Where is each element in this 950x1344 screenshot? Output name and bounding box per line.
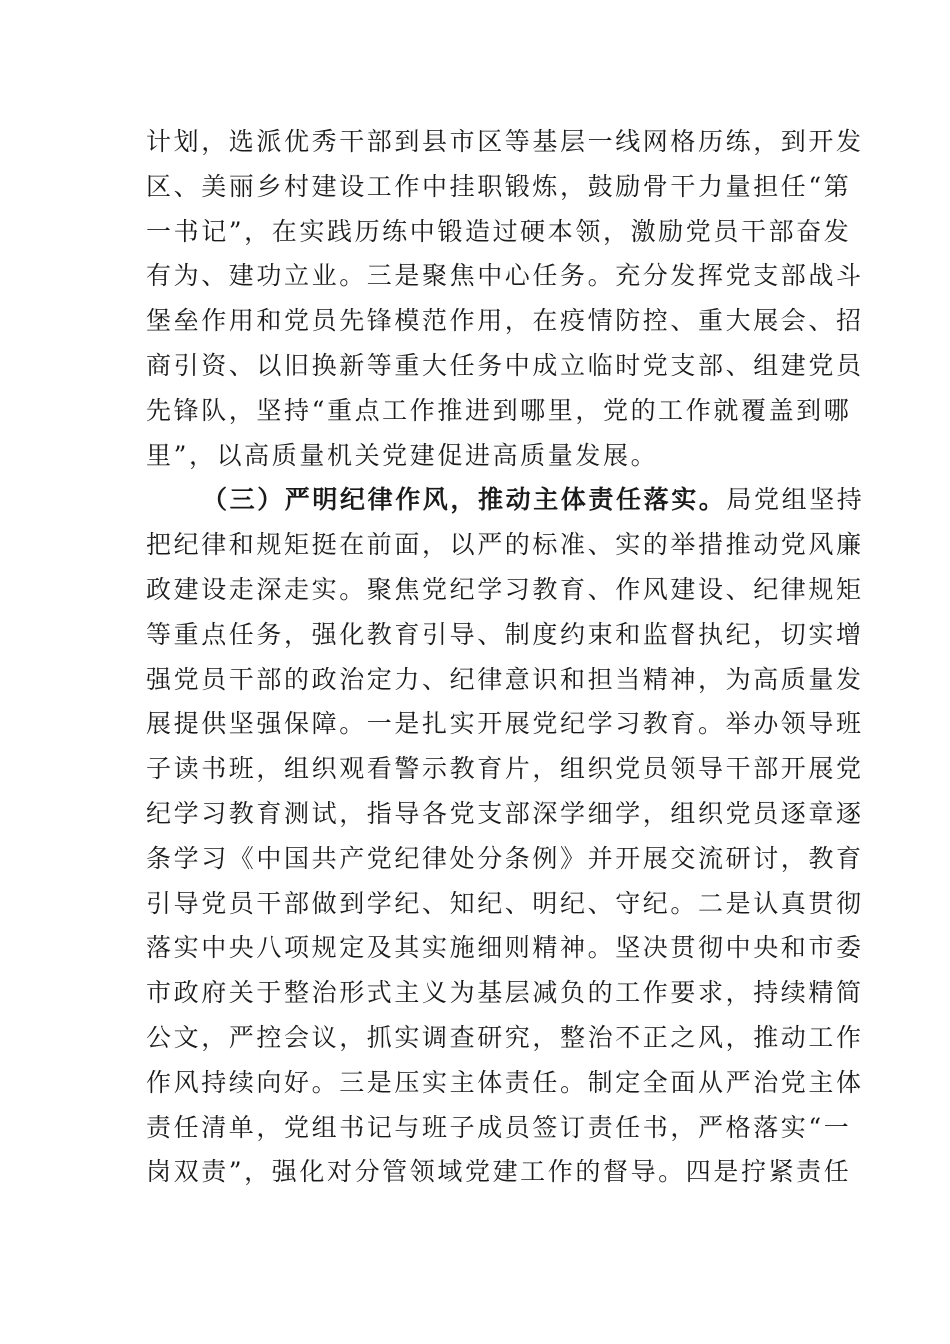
body-line-4: 有为、建功立业。三是聚焦中心任务。充分发挥党支部战斗 xyxy=(146,261,864,291)
section-line-6: 子读书班，组织观看警示教育片，组织党员领导干部开展党 xyxy=(146,754,864,784)
body-line-5: 堡垒作用和党员先锋模范作用，在疫情防控、重大展会、招 xyxy=(146,306,864,336)
section-line-11: 市政府关于整治形式主义为基层减负的工作要求，持续精简 xyxy=(146,978,864,1008)
section-line-13: 作风持续向好。三是压实主体责任。制定全面从严治党主体 xyxy=(146,1067,864,1097)
section-first-line-text: 局党组坚持 xyxy=(726,485,865,515)
section-line-7: 纪学习教育测试，指导各党支部深学细学，组织党员逐章逐 xyxy=(146,798,864,828)
section-line-15: 岗双责”，强化对分管领域党建工作的督导。四是拧紧责任 xyxy=(146,1157,852,1187)
body-line-7: 先锋队，坚持“重点工作推进到哪里，党的工作就覆盖到哪 xyxy=(146,395,852,425)
section-line-2: 政建设走深走实。聚焦党纪学习教育、作风建设、纪律规矩 xyxy=(146,574,864,604)
document-body xyxy=(146,120,865,1195)
section-line-12: 公文，严控会议，抓实调查研究，整治不正之风，推动工作 xyxy=(146,1022,864,1052)
body-line-3: 一书记”，在实践历练中锻造过硬本领，激励党员干部奋发 xyxy=(146,216,852,246)
section-line-10: 落实中央八项规定及其实施细则精神。坚决贯彻中央和市委 xyxy=(146,933,864,963)
section-line-9: 引导党员干部做到学纪、知纪、明纪、守纪。二是认真贯彻 xyxy=(146,888,864,918)
section-line-3: 等重点任务，强化教育引导、制度约束和监督执纪，切实增 xyxy=(146,619,864,649)
section-line-14: 责任清单，党组书记与班子成员签订责任书，严格落实“一 xyxy=(146,1112,852,1142)
body-line-6: 商引资、以旧换新等重大任务中成立临时党支部、组建党员 xyxy=(146,350,864,380)
section-heading: （三）严明纪律作风，推动主体责任落实。 xyxy=(202,485,727,515)
section-line-4: 强党员干部的政治定力、纪律意识和担当精神，为高质量发 xyxy=(146,664,864,694)
section-line-1: 把纪律和规矩挺在前面，以严的标准、实的举措推动党风廉 xyxy=(146,530,864,560)
section-line-5: 展提供坚强保障。一是扎实开展党纪学习教育。举办领导班 xyxy=(146,709,864,739)
section-line-8: 条学习《中国共产党纪律处分条例》并开展交流研讨，教育 xyxy=(146,843,864,873)
body-line-8: 里”，以高质量机关党建促进高质量发展。 xyxy=(146,440,659,470)
body-line-2: 区、美丽乡村建设工作中挂职锻炼，鼓励骨干力量担任“第 xyxy=(146,171,852,201)
section-heading-line xyxy=(146,478,865,523)
body-line-1: 计划，选派优秀干部到县市区等基层一线网格历练，到开发 xyxy=(146,127,864,156)
